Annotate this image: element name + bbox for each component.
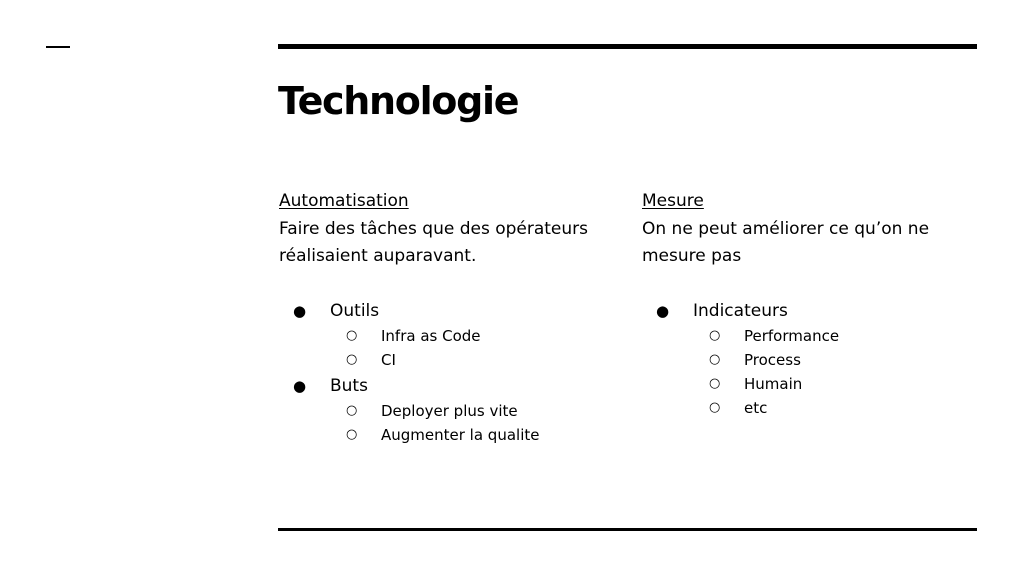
- list-item: [279, 298, 619, 372]
- hollow-bullet-icon: ○: [709, 328, 721, 343]
- sub-list-item: [330, 348, 619, 372]
- bullet-icon: ●: [656, 302, 670, 320]
- sub-list: [693, 324, 982, 420]
- sub-list-item-label: Infra as Code: [381, 327, 481, 345]
- sub-list-item: [330, 324, 619, 348]
- bottom-rule: [278, 528, 977, 531]
- slide-title: Technologie: [278, 79, 519, 123]
- sub-list-item: [693, 372, 982, 396]
- hollow-bullet-icon: ○: [346, 352, 358, 367]
- sub-list-item-label: Process: [744, 351, 801, 369]
- sub-list-item-label: Augmenter la qualite: [381, 426, 540, 444]
- sub-list: [330, 399, 619, 447]
- hollow-bullet-icon: ○: [709, 352, 721, 367]
- sub-list-item-label: Deployer plus vite: [381, 402, 518, 420]
- sub-list-item: [330, 399, 619, 423]
- left-heading: Automatisation: [279, 191, 409, 211]
- sub-list-item: [693, 324, 982, 348]
- sub-list-item: [693, 348, 982, 372]
- sub-list-item: [693, 396, 982, 420]
- hollow-bullet-icon: ○: [346, 328, 358, 343]
- left-column: [279, 188, 619, 448]
- list-item-label: Buts: [330, 376, 368, 396]
- left-description: Faire des tâches que des opérateurs réalisaient auparavant.: [279, 219, 589, 266]
- hollow-bullet-icon: ○: [346, 403, 358, 418]
- hollow-bullet-icon: ○: [709, 376, 721, 391]
- right-heading: Mesure: [642, 191, 704, 211]
- sub-list-item-label: Performance: [744, 327, 840, 345]
- left-bullet-list: [279, 298, 619, 447]
- sub-list-item-label: etc: [744, 399, 768, 417]
- list-item-label: Indicateurs: [693, 301, 788, 321]
- right-bullet-list: [642, 298, 982, 420]
- list-item: [642, 298, 982, 420]
- top-rule: [278, 44, 977, 49]
- list-item-label: Outils: [330, 301, 380, 321]
- right-description: On ne peut améliorer ce qu’on ne mesure pas: [642, 219, 930, 266]
- sub-list-item: [330, 423, 619, 447]
- hollow-bullet-icon: ○: [709, 400, 721, 415]
- bullet-icon: ●: [293, 302, 307, 320]
- corner-dash: [46, 46, 70, 48]
- list-item: [279, 373, 619, 447]
- hollow-bullet-icon: ○: [346, 427, 358, 442]
- sub-list-item-label: Humain: [744, 375, 803, 393]
- sub-list: [330, 324, 619, 372]
- right-column: [642, 188, 982, 421]
- bullet-icon: ●: [293, 377, 307, 395]
- sub-list-item-label: CI: [381, 351, 396, 369]
